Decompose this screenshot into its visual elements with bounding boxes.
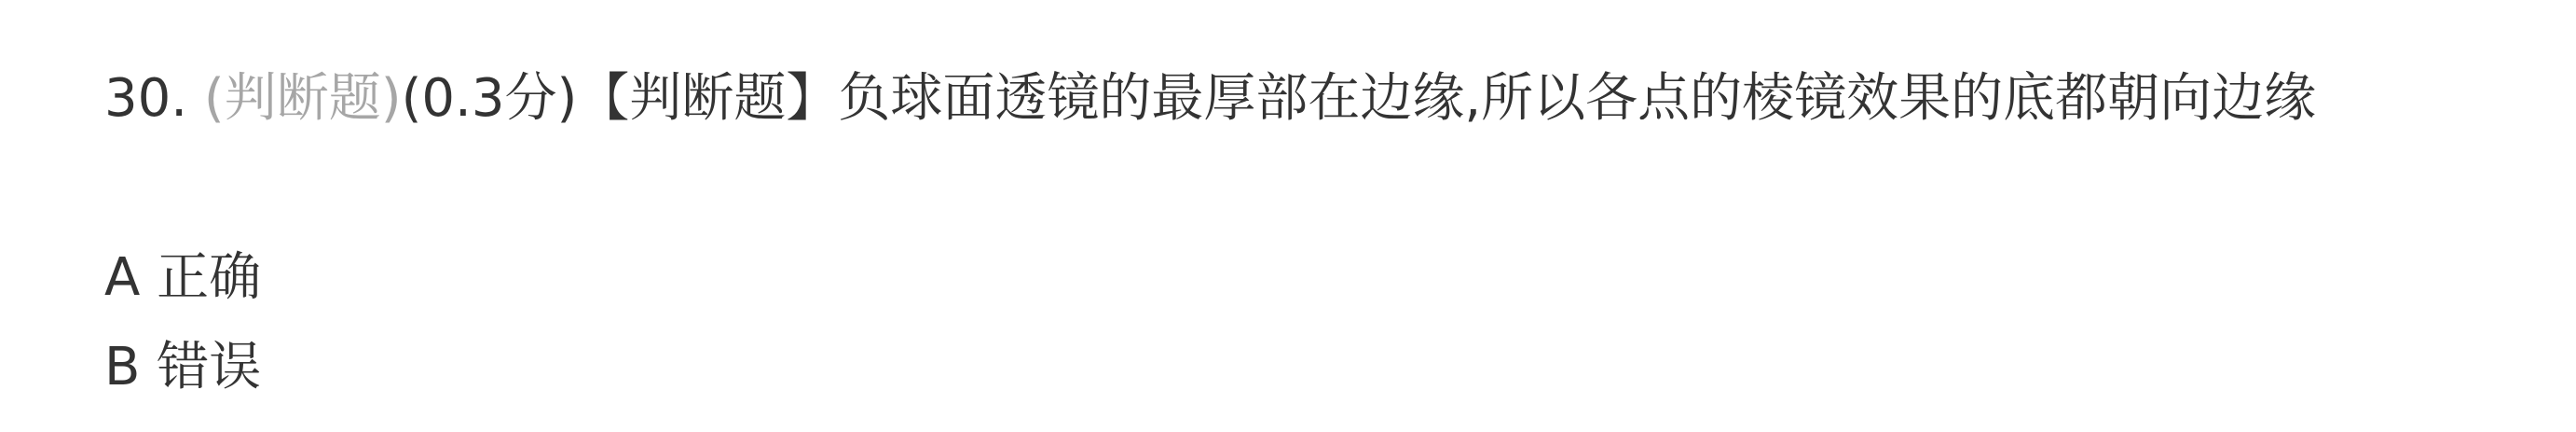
option-letter: A bbox=[104, 247, 141, 308]
question-score: (0.3分) bbox=[401, 68, 578, 129]
question-text: 【判断题】负球面透镜的最厚部在边缘,所以各点的棱镜效果的底都朝向边缘 bbox=[577, 68, 2317, 129]
option-a[interactable] bbox=[104, 233, 261, 323]
option-b[interactable] bbox=[104, 323, 261, 412]
question-type: (判断题) bbox=[203, 68, 402, 129]
option-text: 正确 bbox=[157, 247, 262, 308]
options-list bbox=[104, 233, 261, 412]
question-stem bbox=[104, 62, 2316, 136]
question-number: 30. bbox=[104, 68, 188, 129]
option-letter: B bbox=[104, 337, 141, 397]
option-text: 错误 bbox=[157, 337, 262, 397]
